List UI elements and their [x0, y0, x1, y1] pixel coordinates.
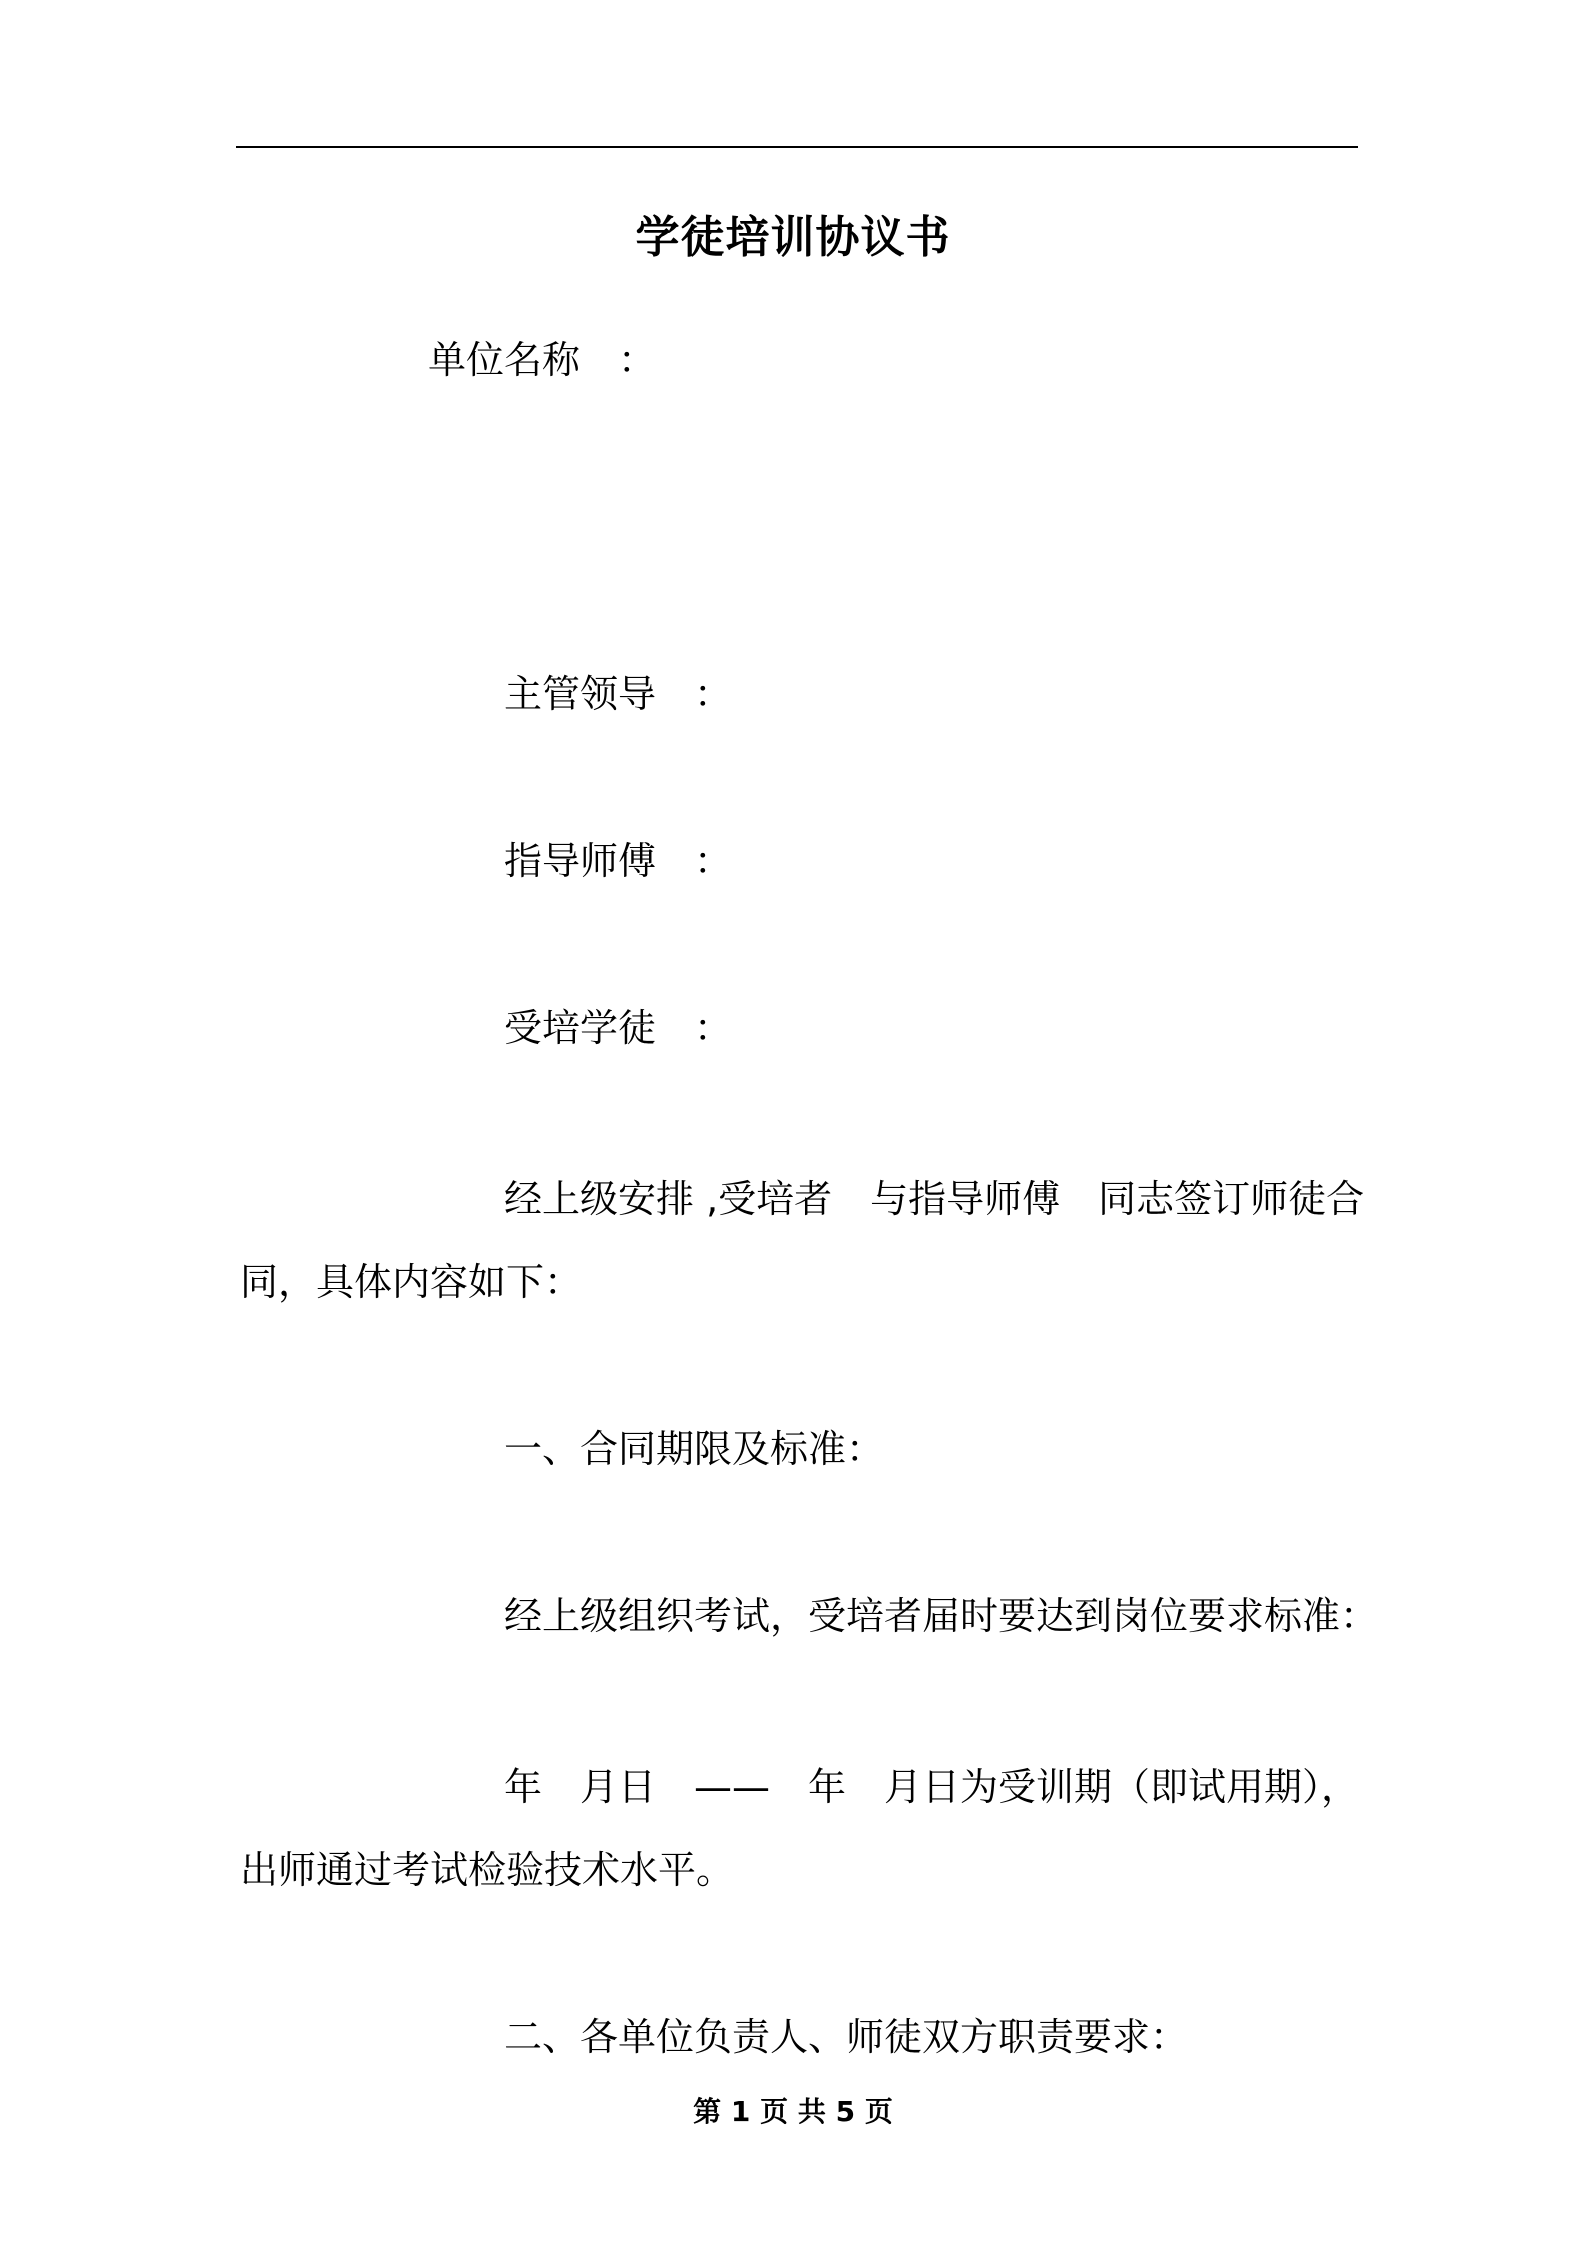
- field-apprentice: 受培学徒 ：: [504, 1006, 733, 1050]
- section-2-heading: 二、各单位负责人、师徒双方职责要求：: [504, 2015, 1189, 2059]
- paragraph-period-text: 年 月日 —— 年 月日为受训期（即试用期），出师通过考试检验技术水平。: [240, 1765, 1360, 1892]
- page-footer: 第 1 页 共 5 页: [693, 2095, 893, 2128]
- paragraph-intro-text: 经上级安排 ,受培者 与指导师傅 同志签订师徒合同，具体内容如下：: [240, 1177, 1365, 1304]
- field-mentor: 指导师傅 ：: [504, 839, 733, 883]
- paragraph-intro: [240, 1158, 1390, 1324]
- header-rule: [236, 146, 1358, 148]
- field-unit-name: 单位名称 ：: [428, 338, 657, 382]
- document-title: 学徒培训协议书: [635, 212, 951, 263]
- field-supervisor: 主管领导 ：: [504, 672, 733, 716]
- section-1-heading: 一、合同期限及标准：: [504, 1427, 885, 1471]
- paragraph-period: [240, 1746, 1390, 1912]
- section-1-text: 经上级组织考试，受培者届时要达到岗位要求标准：: [504, 1594, 1379, 1638]
